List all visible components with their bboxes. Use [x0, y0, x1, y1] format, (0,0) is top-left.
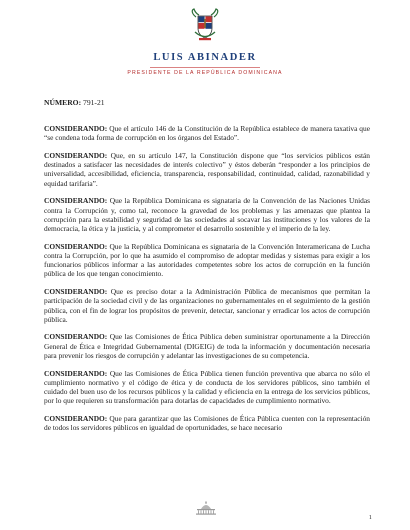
president-name: LUIS ABINADER	[153, 52, 257, 63]
coat-of-arms-seal-icon	[190, 8, 220, 41]
considerando-paragraph-1	[44, 124, 370, 143]
considerando-paragraph-5	[44, 287, 370, 324]
national-palace-icon	[195, 501, 217, 515]
decree-body	[44, 98, 370, 441]
paragraph-lead: CONSIDERANDO:	[44, 413, 108, 423]
paragraph-lead: CONSIDERANDO:	[44, 332, 108, 342]
president-title: PRESIDENTE DE LA REPÚBLICA DOMINICANA	[127, 70, 283, 76]
considerando-paragraph-7	[44, 369, 370, 406]
paragraph-lead: CONSIDERANDO:	[44, 124, 108, 133]
paragraph-text: Que la República Dominicana es signataria de la Convención Interamericana de Lucha contra la Corrupción, por lo que ha asumido el compromiso de adoptar medidas y sistemas para exigir a los funcionarios públicos informar a las autoridades competentes sobre los actos de corrupción en la función pública de los que tengan conocimiento.	[44, 241, 370, 279]
header-divider	[150, 67, 260, 68]
paragraph-text: Que el artículo 146 de la Constitución de la República establece de manera taxativa que “se condena toda forma de corrupción en los órganos del Estado”.	[44, 124, 370, 143]
paragraph-text: Que la República Dominicana es signataria de la Convención de las Naciones Unidas contra la Corrupción y, como tal, reconoce la gravedad de los problemas y las amenazas que plantea la corrupción para la estabilidad y seguridad de las sociedades al socavar las instituciones y los valores de la democracia, la ética y la justicia, y al comprometer el desarrollo sostenible y el imperio de la ley.	[44, 196, 370, 234]
considerando-paragraph-3	[44, 196, 370, 233]
considerando-paragraph-8	[44, 414, 370, 433]
paragraph-text: Que es preciso dotar a la Administración Pública de mecanismos que permitan la participación de la sociedad civil y de las organizaciones no gubernamentales en el seguimiento de la gestión pública, con el fin de lograr los propósitos de prevenir, detectar, sancionar y erradicar los actos de corrupción pública.	[44, 287, 370, 324]
paragraph-text: Que las Comisiones de Ética Pública deben suministrar oportunamente a la Dirección General de Ética e Integridad Gubernamental (DIGEIG) de toda la información y documentación necesaria para prevenir los riesgos de corrupción y adelantar las investigaciones de su competencia.	[44, 332, 370, 360]
decree-number-value: 791-21	[83, 98, 105, 107]
paragraph-lead: CONSIDERANDO:	[44, 196, 108, 206]
considerando-paragraph-6	[44, 332, 370, 360]
paragraph-text: Que, en su artículo 147, la Constitución dispone que “los servicios públicos están destinados a satisfacer las necesidades de interés colectivo” y éstos deberán “responder a los principios de universalidad, accesibilidad, eficiencia, transparencia, responsabilidad, continuidad, calidad, razonabilidad y equidad tarifaria”.	[44, 150, 370, 188]
paragraph-lead: CONSIDERANDO:	[44, 368, 108, 378]
decree-number	[44, 98, 370, 108]
paragraph-lead: CONSIDERANDO:	[44, 150, 108, 160]
page-number: 1	[368, 514, 372, 521]
paragraph-text: Que para garantizar que las Comisiones de Ética Pública cuenten con la representación de todos los servidores públicos en igualdad de oportunidades, se hace necesario	[44, 413, 370, 433]
considerando-paragraph-2	[44, 151, 370, 188]
decree-number-label: NÚMERO:	[44, 98, 82, 107]
paragraph-text: Que las Comisiones de Ética Pública tienen función preventiva que abarca no sólo el cumplimiento normativo y el código de ética y de conducta de los servidores públicos, sino también el cuidado del buen uso de los recursos públicos y la calidad y eficiencia en la entrega de los servicios públicos, por lo que requieren su transformación para dotarlas de capacidades de cumplimiento normativo.	[44, 368, 370, 406]
paragraph-lead: CONSIDERANDO:	[44, 287, 108, 297]
considerando-paragraph-4	[44, 242, 370, 279]
paragraph-lead: CONSIDERANDO:	[44, 241, 108, 251]
